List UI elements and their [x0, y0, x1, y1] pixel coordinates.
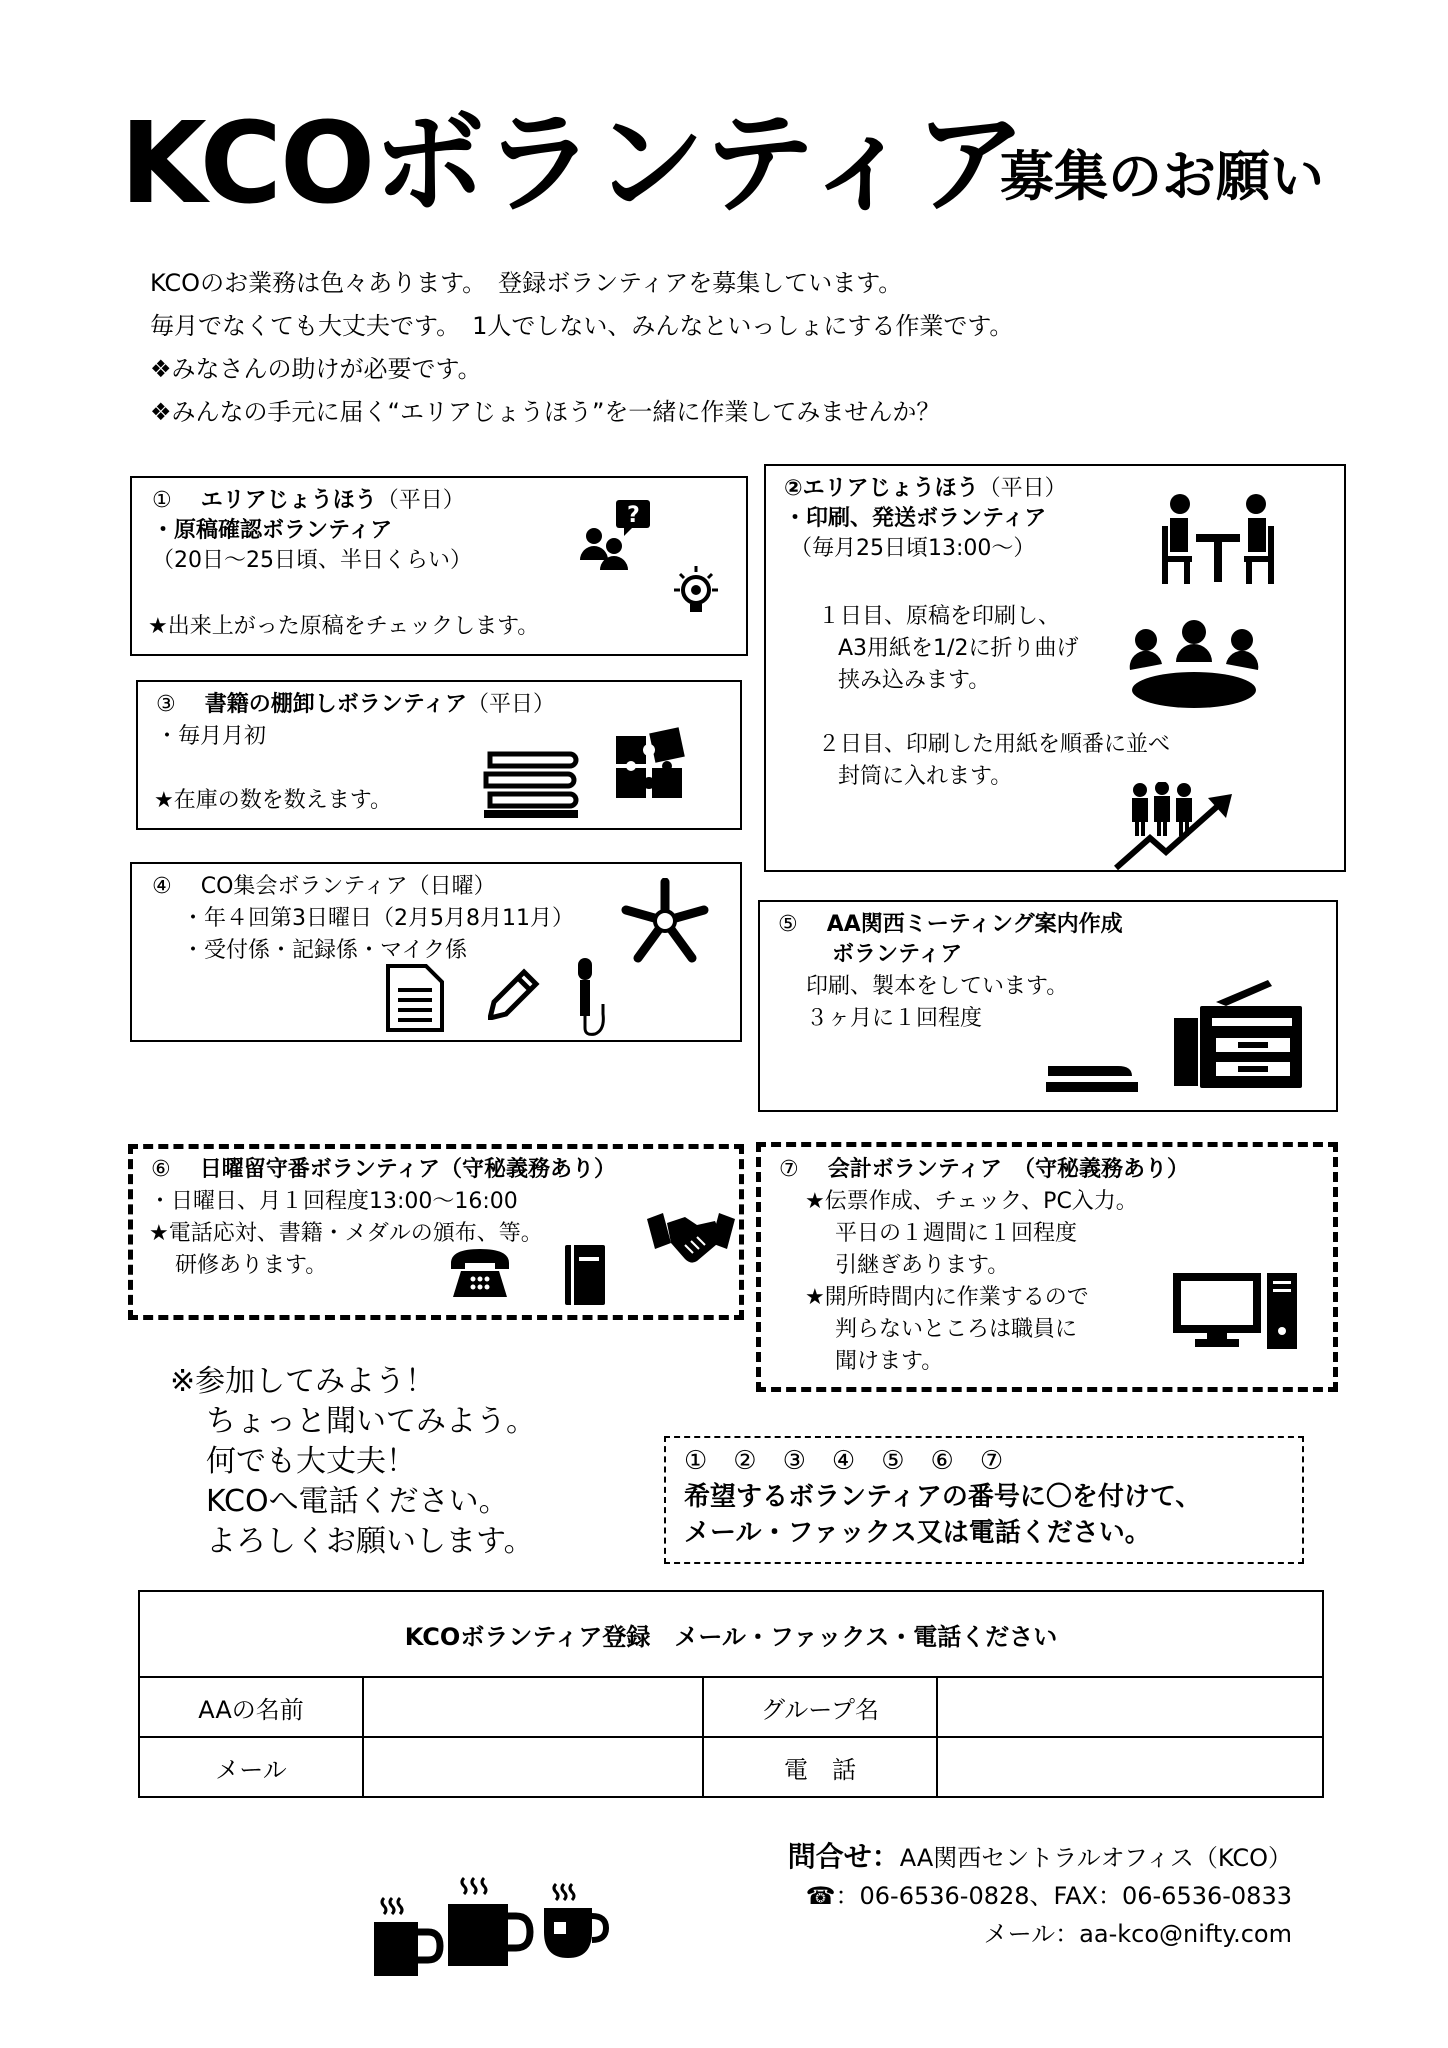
box3-line: ・毎月月初	[156, 724, 267, 749]
box7-number: ⑦	[779, 1157, 799, 1182]
growth-team-icon	[1110, 782, 1240, 872]
box6-number: ⑥	[151, 1157, 171, 1182]
box2-paren: （平日）	[978, 476, 1067, 501]
coffee-cup-icon	[444, 1874, 534, 1970]
meeting-table-icon	[1160, 490, 1276, 590]
box5-line: 印刷、製本をしています。	[806, 974, 1069, 999]
volunteer-box-4	[130, 862, 742, 1042]
contact-info	[788, 1838, 1292, 1953]
box1-line: （20日〜25日頃、半日くらい）	[152, 548, 472, 573]
box6-title: 日曜留守番ボランティア（守秘義務あり）	[199, 1157, 616, 1182]
box4-line: ・受付係・記録係・マイク係	[182, 938, 468, 963]
box7-line: ★伝票作成、チェック、PC入力。	[805, 1189, 1138, 1214]
box5-title2: ボランティア	[832, 942, 963, 967]
box7-line: 判らないところは職員に	[835, 1317, 1078, 1342]
computer-icon	[1173, 1271, 1301, 1351]
box5-title: AA関西ミーティング案内作成	[826, 912, 1123, 937]
people-question-icon	[576, 498, 656, 578]
box7-line: 聞けます。	[835, 1349, 944, 1374]
volunteer-box-5	[758, 900, 1338, 1112]
contact-org: AA関西セントラルオフィス（KCO）	[899, 1844, 1292, 1872]
box5-line: ３ヶ月に１回程度	[806, 1006, 983, 1031]
page-title: KCOボランティア	[120, 99, 1025, 229]
box6-line: ・日曜日、月１回程度13:00〜16:00	[149, 1189, 518, 1214]
volunteer-box-7	[756, 1142, 1338, 1392]
intro-line: 毎月でなくても大丈夫です。 1人でしない、みんなといっしょにする作業です。	[150, 312, 1014, 340]
intro-text	[150, 262, 1013, 434]
box2-line: 封筒に入れます。	[838, 764, 1013, 789]
copier-icon	[1172, 978, 1306, 1090]
selection-instruction: 希望するボランティアの番号に〇を付けて、	[684, 1482, 1202, 1512]
box1-line: ・原稿確認ボランティア	[152, 518, 393, 543]
box3-line: ★在庫の数を数えます。	[154, 788, 392, 813]
volunteer-box-3	[136, 680, 742, 830]
box2-line: A3用紙を1/2に折り曲げ	[838, 636, 1079, 661]
stapler-icon	[1044, 1052, 1140, 1096]
box4-title: CO集会ボランティア	[200, 874, 408, 899]
box2-line: １日目、原稿を印刷し、	[818, 604, 1061, 629]
volunteer-box-1	[130, 476, 748, 656]
form-header: KCOボランティア登録 メール・ファックス・電話ください	[139, 1591, 1323, 1677]
box4-paren: （日曜）	[407, 874, 496, 899]
box3-paren: （平日）	[466, 692, 555, 717]
telephone-icon	[449, 1245, 511, 1301]
contact-label: 問合せ：	[787, 1840, 900, 1873]
box7-line: 引継ぎあります。	[835, 1253, 1010, 1278]
registration-form	[138, 1590, 1324, 1798]
microphone-icon	[570, 956, 610, 1038]
invite-line: ちょっと聞いてみよう。	[206, 1404, 536, 1439]
pencil-icon	[488, 968, 540, 1020]
volunteer-box-2	[764, 464, 1346, 872]
box1-paren: （平日）	[376, 488, 465, 513]
group-field[interactable]	[937, 1677, 1323, 1737]
box2-line: 挟み込みます。	[838, 668, 991, 693]
group-meeting-icon	[1126, 618, 1262, 710]
volunteer-box-6	[128, 1144, 744, 1320]
svg-text:?: ?	[627, 503, 640, 528]
box1-line: ★出来上がった原稿をチェックします。	[148, 614, 540, 639]
intro-line: ❖みなさんの助けが必要です。	[150, 355, 482, 383]
box2-line: （毎月25日頃13:00〜）	[790, 536, 1036, 561]
name-label: AAの名前	[139, 1677, 363, 1737]
box3-number: ③	[156, 692, 176, 717]
group-label: グループ名	[703, 1677, 937, 1737]
name-field[interactable]	[363, 1677, 703, 1737]
box2-line: ・印刷、発送ボランティア	[784, 506, 1047, 531]
mail-field[interactable]	[363, 1737, 703, 1797]
box6-line: ★電話応対、書籍・メダルの頒布、等。	[149, 1221, 543, 1246]
box7-title: 会計ボランティア （守秘義務あり）	[827, 1157, 1189, 1182]
invite-text	[170, 1362, 536, 1562]
invite-line: KCOへ電話ください。	[206, 1484, 509, 1519]
box2-title: ②エリアじょうほう	[784, 476, 979, 501]
contact-mail[interactable]: メール：aa-kco@nifty.com	[983, 1920, 1292, 1948]
volunteer-numbers[interactable]: ① ② ③ ④ ⑤ ⑥ ⑦	[684, 1446, 1004, 1476]
box4-number: ④	[152, 874, 172, 899]
invite-line: 何でも大丈夫！	[206, 1444, 416, 1479]
invite-line: ※参加してみよう！	[170, 1364, 436, 1399]
contact-phone[interactable]: ☎：06-6536-0828、FAX：06-6536-0833	[805, 1882, 1292, 1910]
page-subtitle: 募集のお願い	[1000, 145, 1324, 208]
tea-cup-icon	[540, 1882, 610, 1962]
box1-title: エリアじょうほう	[200, 488, 377, 513]
document-icon	[384, 964, 446, 1032]
puzzle-icon	[612, 726, 688, 802]
book-icon	[561, 1243, 609, 1307]
box3-title: 書籍の棚卸しボランティア	[204, 692, 467, 717]
intro-line: KCOのお業務は色々あります。 登録ボランティアを募集しています。	[150, 269, 903, 297]
selection-instruction: メール・ファックス又は電話ください。	[684, 1518, 1151, 1548]
box6-line: 研修あります。	[175, 1253, 328, 1278]
box7-line: 平日の１週間に１回程度	[835, 1221, 1078, 1246]
box4-line: ・年４回第3日曜日（2月5月8月11月）	[182, 906, 574, 931]
mail-label: メール	[139, 1737, 363, 1797]
selection-box	[664, 1436, 1304, 1564]
box5-number: ⑤	[778, 912, 798, 937]
intro-line: ❖みんなの手元に届く“エリアじょうほう”を一緒に作業してみませんか？	[150, 398, 941, 426]
box2-line: ２日目、印刷した用紙を順番に並べ	[818, 732, 1171, 757]
box1-number: ①	[152, 488, 172, 513]
handshake-icon	[645, 1209, 737, 1269]
hands-together-icon	[620, 878, 710, 964]
books-icon	[482, 748, 582, 820]
phone-field[interactable]	[937, 1737, 1323, 1797]
phone-label: 電 話	[703, 1737, 937, 1797]
lightbulb-gear-icon	[668, 564, 724, 620]
box7-line: ★開所時間内に作業するので	[805, 1285, 1089, 1310]
coffee-cup-icon	[370, 1890, 444, 1980]
invite-line: よろしくお願いします。	[206, 1524, 534, 1559]
